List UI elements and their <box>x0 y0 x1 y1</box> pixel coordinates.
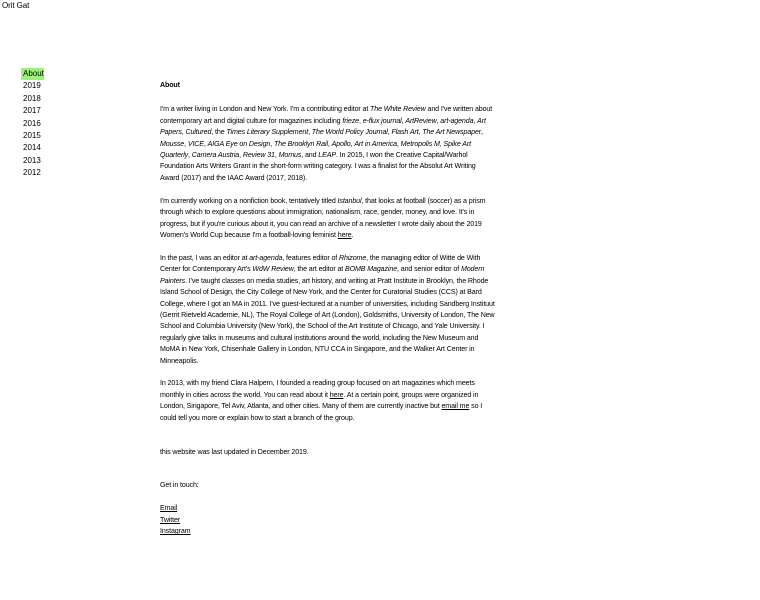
last-updated-text: this website was last updated in December 2019. <box>160 447 309 456</box>
nav-item-2014[interactable]: 2014 <box>23 143 41 153</box>
nav-item-2018[interactable]: 2018 <box>23 93 41 103</box>
newsletter-link[interactable]: here <box>337 230 352 239</box>
year-nav <box>21 68 81 180</box>
reading-group-paragraph: In 2013, with my friend Clara Halpern, I founded a reading group focused on art magazines which meets monthly in cities across the world. You can read about it here. At a certain point, groups were organized in London, Singapore, Tel Aviv, Atlanta, and other cities. Many of them are currently inactive but email me so I could tell you more or explain how to start a branch of the group. <box>160 379 483 422</box>
nav-item-2016[interactable]: 2016 <box>23 118 41 128</box>
site-title[interactable]: Orit Gat <box>2 1 30 10</box>
nav-item-2019[interactable]: 2019 <box>23 81 41 91</box>
email-me-link[interactable]: email me <box>441 402 470 411</box>
nav-item-2012[interactable]: 2012 <box>23 168 41 178</box>
nav-item-2017[interactable]: 2017 <box>23 106 41 116</box>
instagram-link[interactable]: Instagram <box>160 527 191 536</box>
about-content <box>160 80 495 538</box>
email-link[interactable]: Email <box>160 504 178 513</box>
nav-item-2015[interactable]: 2015 <box>23 130 41 140</box>
page-title: About <box>160 81 180 89</box>
contact-heading: Get in touch: <box>160 481 199 490</box>
nav-item-about[interactable]: About <box>21 68 44 80</box>
bio-paragraph: I'm a writer living in London and New York. I'm a contributing editor at The White Review and I've written about contemporary art and digital culture for magazines including frieze, e-flux journal, ArtReview, art-agenda, Art Papers, Cultured, the Times Literary Supplement, The World Policy Journal, Flash Art, The Art Newspaper, Mousse, VICE, AIGA Eye on Design, The Brooklyn Rail, Apollo, Art in America, Metropolis M, Spike Art Quarterly, Camera Austria, Review 31, Momus, and LEAP. In 2015, I won the Creative Capital/Warhol Foundation Arts Writers Grant in the short-form writing category. I was a finalist for the Absolut Art Writing Award (2017) and the IAAC Award (2017, 2018). <box>160 105 493 182</box>
reading-group-link[interactable]: here <box>329 390 344 399</box>
book-paragraph: I'm currently working on a nonfiction book, tentatively titled Istanbul, that looks at football (soccer) as a prism through which to explore questions about immigration, nationalism, race, gender, money, and love. It's in progress, but if you're curious about it, you can read an archive of a newsletter I wrote daily about the 2019 Women's World Cup because I'm a football-loving feminist here. <box>160 196 486 239</box>
contact-section <box>160 480 495 537</box>
nav-item-2013[interactable]: 2013 <box>23 155 41 165</box>
twitter-link[interactable]: Twitter <box>160 515 181 524</box>
career-paragraph: In the past, I was an editor at art-agenda, features editor of Rhizome, the managing editor of Witte de With Center for Contemporary Art's WdW Review, the art editor at BOMB Magazine, and senior editor of Modern Painters. I've taught classes on media studies, art history, and writing at Pratt Institute in Brooklyn, the Rhode Island School of Design, the City College of New York, and the Center for Curatorial Studies (CCS) at Bard College, where I got an MA in 2011. I've guest-lectured at a number of universities, including Sandberg Instituut (Gerrit Rietveld Academie, NL), The Royal College of Art (London), Goldsmiths, University of London, The New School and Columbia University (New York), the School of the Art Institute of Chicago, and Yale University. I regularly give talks in museums and cultural institutions around the world, including the New Museum and MoMA in New York, Chisenhale Gallery in London, NTU CCA in Singapore, and the Walker Art Center in Minneapolis. <box>160 253 495 365</box>
